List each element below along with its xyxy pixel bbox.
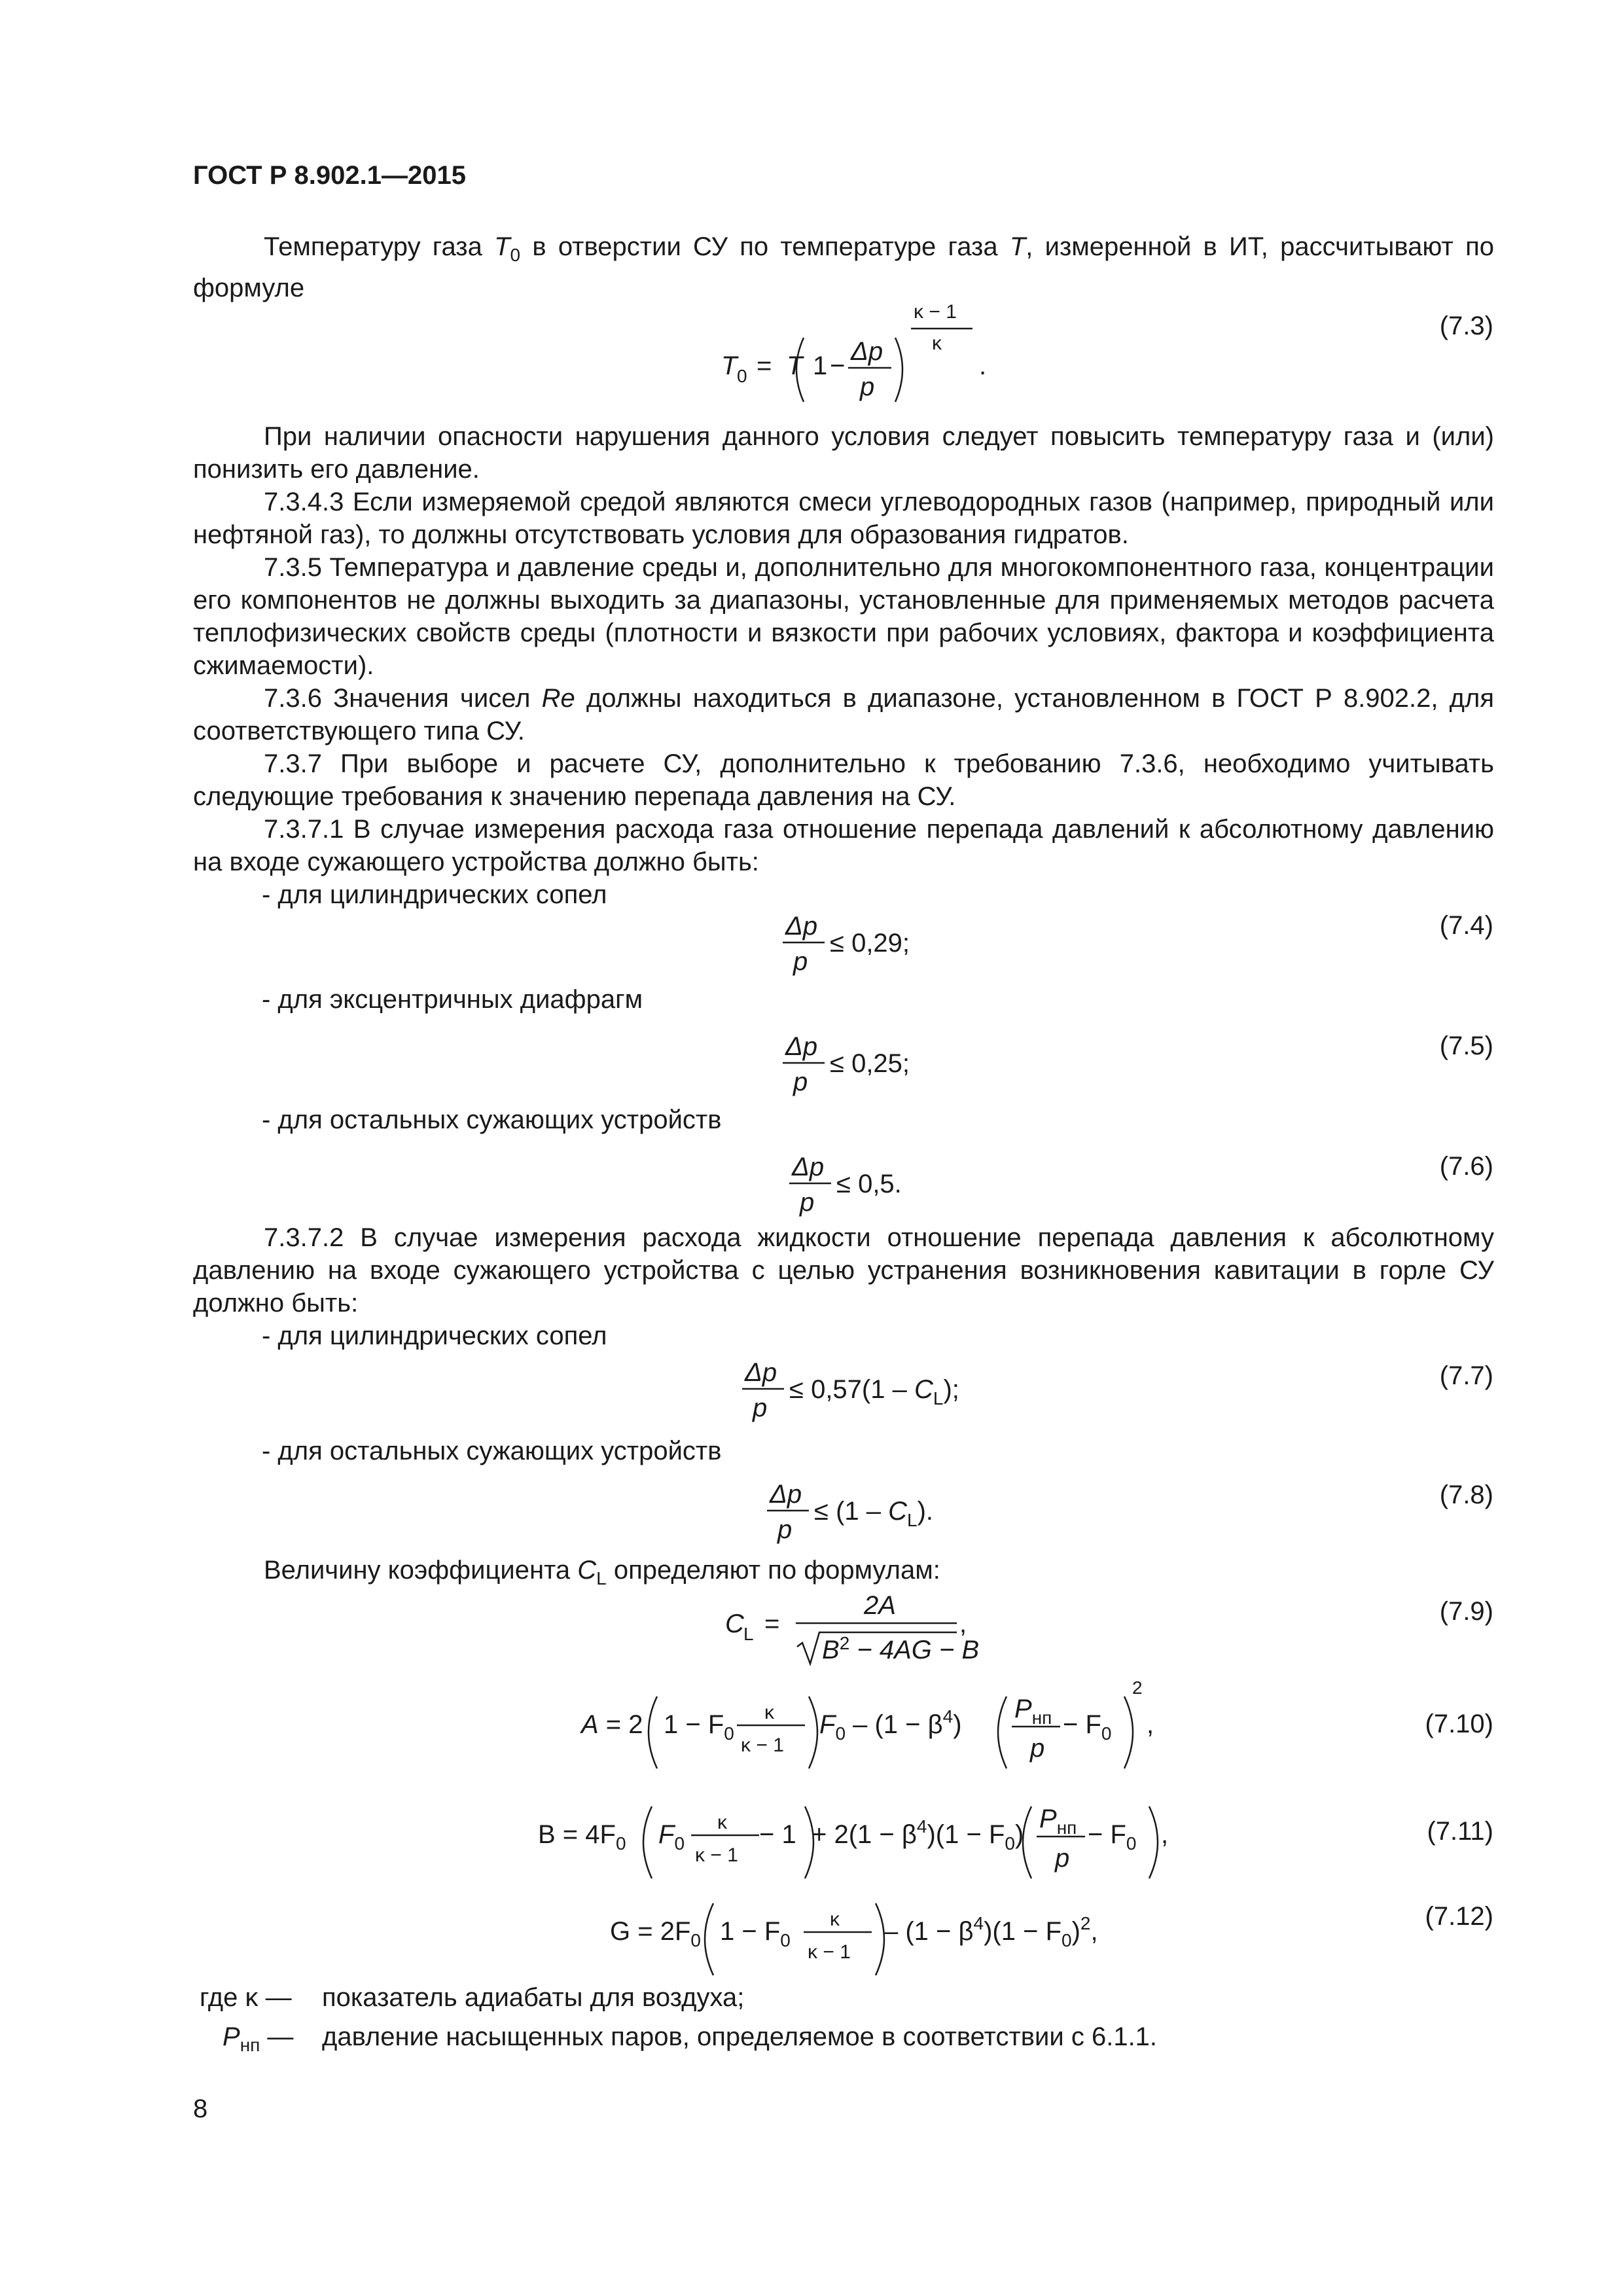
legend-pnp-symbol: $P_{нп}$ — bbox=[223, 2022, 294, 2055]
formula-7-11 bbox=[537, 1789, 1178, 1901]
svg-text:≤ 0,57(1 – CL);: ≤ $0,57(1 - C_L)$; bbox=[789, 1375, 959, 1408]
formula-7-6 bbox=[785, 1145, 955, 1230]
svg-text:.: . bbox=[979, 351, 987, 380]
paragraph-danger-condition: При наличии опасности нарушения данного условия следует повысить температуру газа и (или) понизить его давление. bbox=[193, 422, 1494, 484]
equation-number-7-9: (7.9) bbox=[1439, 1597, 1493, 1626]
paragraph-7-3-5: 7.3.5 Температура и давление среды и, дополнительно для многокомпонентного газа, концентрации его компонентов не должны выходить за диапазоны, установленные для применяемых методов расчета теплофизических свойств среды (плотности и вязкости при рабочих условиях, фактора и коэффициента сжимаемости). bbox=[193, 553, 1494, 680]
svg-text:− F0: − $F_0$ bbox=[1088, 1820, 1137, 1854]
svg-text:κ: κ bbox=[932, 332, 942, 354]
paragraph-gas-temperature: Температуру газа $T_0$ в отверстии СУ по температуре газа T, измеренной в ИТ, рассчитывают по формуле bbox=[193, 232, 1494, 302]
equation-number-7-12: (7.12) bbox=[1425, 1902, 1493, 1931]
svg-text:p: p bbox=[800, 1188, 815, 1217]
paragraph-7-3-7-2: 7.3.7.2 В случае измерения расхода жидкости отношение перепада давления к абсолютному давлению на входе сужающего устройства с целью устранения возникновения кавитации в горле СУ должно быть: bbox=[193, 1223, 1494, 1318]
paragraph-7-3-4-3: 7.3.4.3 Если измеряемой средой являются смеси углеводородных газов (например, природный или нефтяной газ), то должны отсутствовать условия для образования гидратов. bbox=[193, 488, 1494, 549]
svg-text:B = 4F0: $B = 4F_0$ bbox=[538, 1820, 626, 1854]
formula-7-9 bbox=[724, 1587, 986, 1678]
page-number: 8 bbox=[193, 2094, 208, 2123]
formula-7-8 bbox=[763, 1473, 972, 1558]
formula-7-10 bbox=[580, 1679, 1156, 1791]
svg-text:− 1: − 1 bbox=[759, 1820, 796, 1849]
svg-text:T: T bbox=[787, 351, 803, 380]
equation-number-7-10: (7.10) bbox=[1425, 1710, 1493, 1738]
formula-7-7 bbox=[738, 1351, 1013, 1436]
list-item-other-devices-2: - для остальных сужающих устройств bbox=[262, 1437, 722, 1465]
svg-text:F0: $F_0$ bbox=[658, 1820, 685, 1854]
svg-text:2: 2 bbox=[1132, 1677, 1143, 1698]
svg-text:Δp: Δp bbox=[745, 1358, 777, 1387]
svg-text:p: p bbox=[860, 372, 875, 401]
svg-text:0: 0 bbox=[737, 366, 747, 386]
svg-text:Δp: Δp bbox=[770, 1480, 802, 1509]
svg-text:1: 1 bbox=[813, 351, 828, 380]
svg-text:2A: 2A bbox=[864, 1591, 896, 1620]
svg-text:G = 2F0: $G = 2F_0$ bbox=[610, 1917, 701, 1950]
svg-text:,: , bbox=[1161, 1820, 1169, 1849]
svg-text:AA = 2 = 2: A = 2 bbox=[581, 1710, 643, 1739]
svg-text:≤ 0,5.: ≤ 0,5. bbox=[836, 1170, 902, 1198]
paragraph-7-3-7-1: 7.3.7.1 В случае измерения расхода газа отношение перепада давлений к абсолютному давлению на входе сужающего устройства должно быть: bbox=[193, 815, 1494, 876]
equation-number-7-3: (7.3) bbox=[1439, 312, 1493, 340]
equation-number-7-6: (7.6) bbox=[1439, 1152, 1493, 1181]
svg-text:≤ 0,29;: ≤ 0,29; bbox=[830, 929, 910, 958]
svg-text:≤ (1 – CL).: ≤ $(1 - C_L)$. bbox=[814, 1497, 934, 1530]
svg-text:Pнп: $P_{нп}$ bbox=[1014, 1695, 1052, 1728]
svg-text:κ − 1: κ − 1 bbox=[741, 1734, 784, 1756]
svg-text:p: p bbox=[1030, 1734, 1045, 1763]
svg-text:Δp: Δp bbox=[792, 1153, 825, 1181]
svg-text:Pнп: $P_{нп}$ bbox=[1039, 1804, 1077, 1838]
formula-7-5 bbox=[779, 1025, 949, 1110]
list-item-eccentric-diaphragms: - для эксцентричных диафрагм bbox=[262, 985, 643, 1014]
svg-text:T: T bbox=[721, 351, 738, 380]
list-item-other-devices: - для остальных сужающих устройств bbox=[262, 1105, 722, 1134]
svg-text:=: = bbox=[757, 351, 772, 380]
svg-text:,: , bbox=[959, 1609, 967, 1638]
legend-kappa-symbol: где κ — bbox=[200, 1983, 292, 2012]
equation-number-7-4: (7.4) bbox=[1439, 911, 1493, 940]
formula-7-4 bbox=[779, 905, 949, 990]
svg-text:+ 2(1 − β4)(1 − F0): + $2(1 - \beta^4)(1 - F_0)$ bbox=[812, 1816, 1024, 1854]
svg-text:B2 − 4AG − B: $B^2 - 4AG - B$ bbox=[822, 1633, 980, 1664]
svg-text:−: − bbox=[830, 351, 846, 380]
svg-text:κ − 1: κ − 1 bbox=[914, 301, 957, 323]
svg-text:L: L bbox=[743, 1624, 754, 1644]
svg-text:≤ 0,25;: ≤ 0,25; bbox=[830, 1049, 910, 1078]
equation-number-7-11: (7.11) bbox=[1427, 1817, 1493, 1846]
svg-text:Δp: Δp bbox=[785, 912, 818, 941]
svg-text:,: , bbox=[1147, 1710, 1154, 1739]
formula-7-3 bbox=[720, 300, 995, 411]
svg-text:p: p bbox=[793, 947, 808, 976]
paragraph-7-3-6: 7.3.6 Значения чисел Re должны находиться в диапазоне, установленном в ГОСТ Р 8.902.2, для соответствующего типа СУ. bbox=[193, 684, 1494, 745]
svg-text:p: p bbox=[793, 1067, 808, 1096]
paragraph-7-3-7: 7.3.7 При выборе и расчете СУ, дополнительно к требованию 7.3.6, необходимо учитывать следующие требования к значению перепада давления на СУ. bbox=[193, 749, 1494, 811]
equation-number-7-7: (7.7) bbox=[1439, 1361, 1493, 1390]
legend-kappa-text: показатель адиабаты для воздуха; bbox=[322, 1983, 745, 2012]
svg-text:1 − F0: $1 - F_0$ bbox=[664, 1710, 734, 1744]
list-item-cylindrical-nozzles-2: - для цилиндрических сопел bbox=[262, 1321, 607, 1350]
equation-number-7-8: (7.8) bbox=[1439, 1480, 1493, 1509]
svg-text:Δp: Δp bbox=[785, 1032, 818, 1061]
svg-text:p: p bbox=[753, 1393, 768, 1422]
svg-text:p: p bbox=[777, 1515, 793, 1544]
svg-text:– (1 − β4)(1 − F0)2,: – $(1 - \beta^4)(1 - F_0)^2$, bbox=[883, 1913, 1098, 1950]
svg-text:− F0: − $F_0$ bbox=[1063, 1710, 1112, 1744]
equation-number-7-5: (7.5) bbox=[1439, 1031, 1493, 1060]
svg-text:p: p bbox=[1055, 1844, 1070, 1873]
document-header: ГОСТ Р 8.902.1—2015 bbox=[193, 161, 466, 190]
svg-text:κ − 1: κ − 1 bbox=[695, 1844, 738, 1866]
paragraph-coefficient-CL: Величину коэффициента $C_L$ определяют по формулам: bbox=[264, 1556, 940, 1588]
svg-text:Δp: Δp bbox=[851, 337, 883, 366]
svg-text:κ: κ bbox=[717, 1812, 727, 1833]
svg-text:1 − F0: $1 - F_0$ bbox=[720, 1917, 791, 1950]
svg-text:F0 – (1 − β4): $F_0 - (1 - \beta^4)$ bbox=[819, 1706, 962, 1744]
svg-text:κ − 1: κ − 1 bbox=[808, 1941, 851, 1963]
svg-text:C: C bbox=[725, 1609, 744, 1638]
svg-text:=: = bbox=[764, 1609, 780, 1638]
svg-text:κ: κ bbox=[764, 1702, 774, 1723]
legend-pnp-text: давление насыщенных паров, определяемое в соответствии с 6.1.1. bbox=[322, 2022, 1158, 2051]
svg-text:κ: κ bbox=[830, 1909, 840, 1930]
list-item-cylindrical-nozzles: - для цилиндрических сопел bbox=[262, 880, 607, 909]
